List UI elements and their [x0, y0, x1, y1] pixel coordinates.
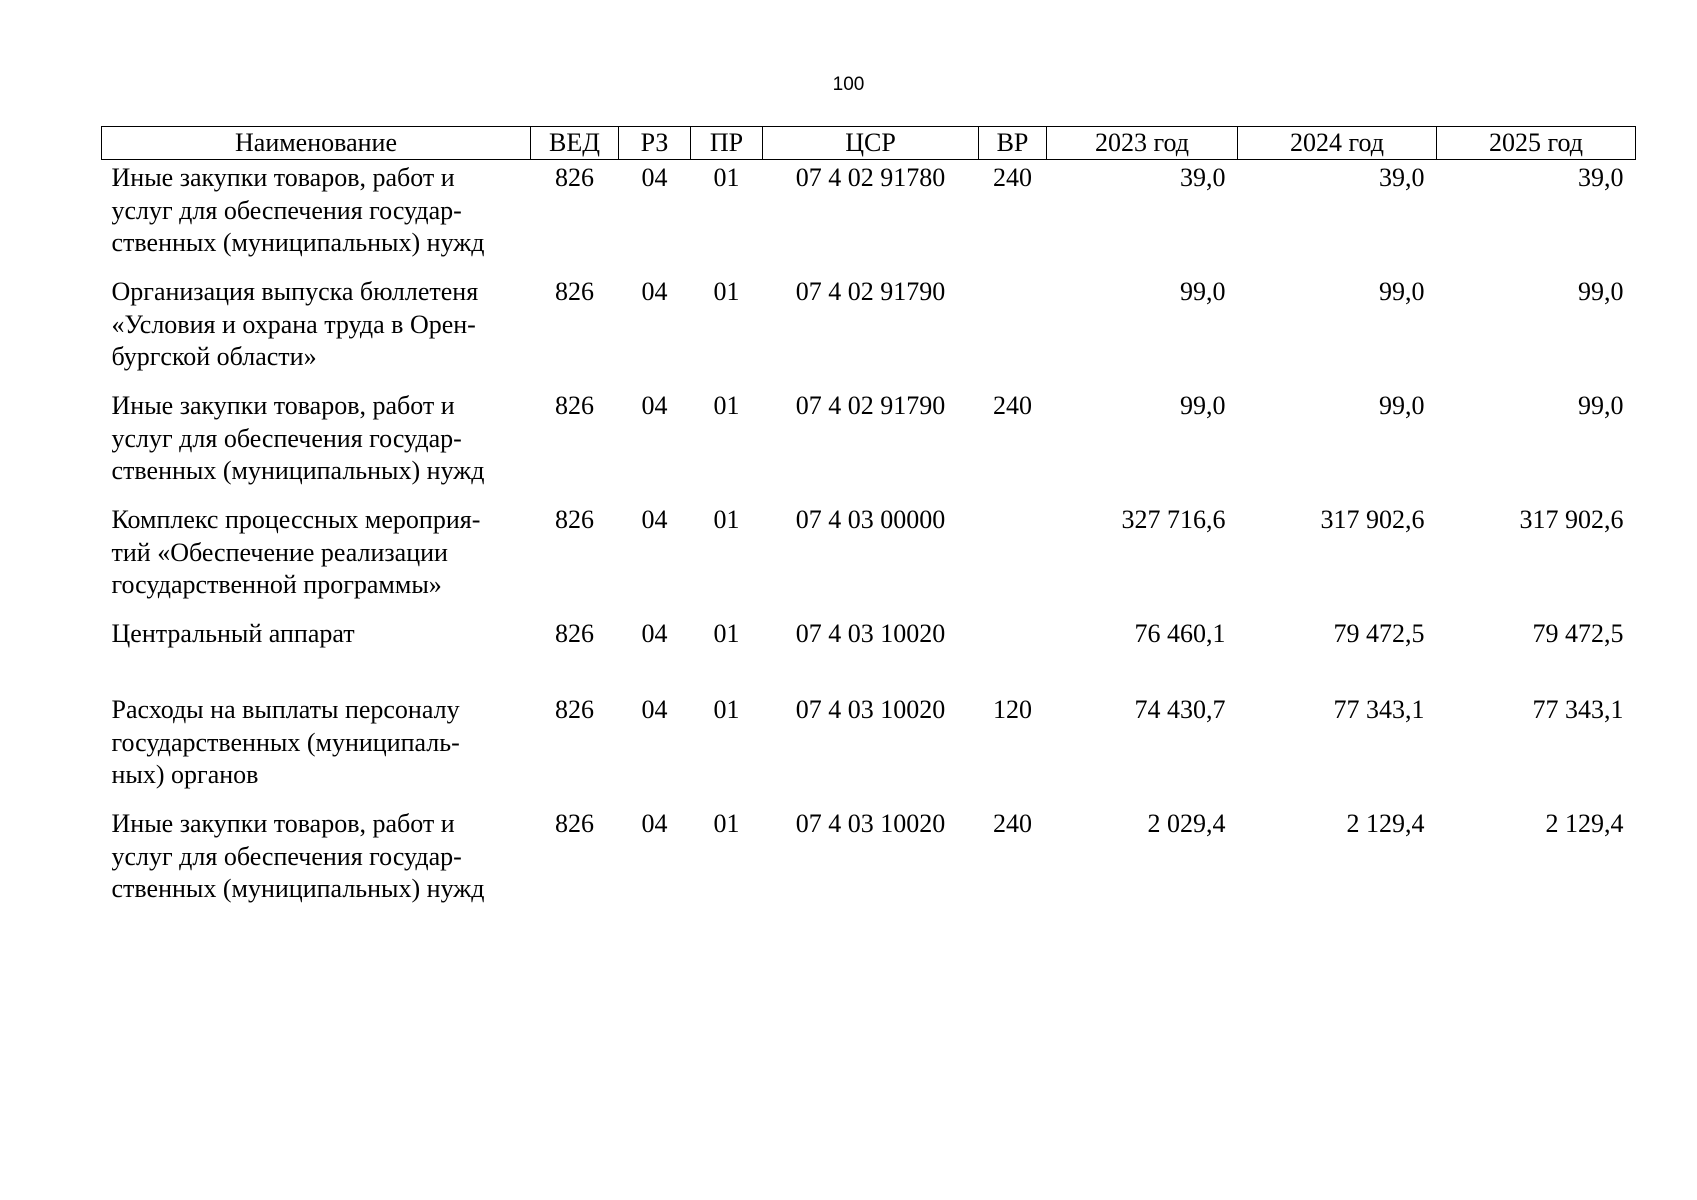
row-vr: 240	[993, 809, 1032, 838]
row-csr: 07 4 03 00000	[795, 505, 946, 534]
row-vr	[979, 276, 1047, 390]
row-2023: 99,0	[1180, 277, 1226, 306]
row-name-line: государственной программы»	[111, 570, 442, 599]
row-2024: 99,0	[1379, 277, 1425, 306]
row-name-line: бургской области»	[111, 342, 317, 371]
row-pr: 01	[713, 163, 740, 192]
row-vr: 240	[993, 163, 1032, 192]
row-name	[102, 618, 531, 694]
row-csr: 07 4 03 10020	[795, 695, 946, 724]
row-ved: 826	[555, 505, 594, 534]
row-ved: 826	[555, 809, 594, 838]
row-pr: 01	[713, 277, 740, 306]
row-2023: 99,0	[1180, 391, 1226, 420]
row-ved: 826	[555, 619, 594, 648]
row-name-line: ственных (муниципальных) нужд	[111, 456, 485, 485]
row-name	[102, 276, 531, 390]
row-2025: 39,0	[1578, 163, 1624, 192]
row-rz: 04	[641, 695, 668, 724]
row-2023: 76 460,1	[1134, 619, 1226, 648]
row-name-line: ственных (муниципальных) нужд	[111, 874, 485, 903]
table-row	[102, 160, 1636, 277]
row-pr: 01	[713, 695, 740, 724]
row-name	[102, 808, 531, 922]
table-row	[102, 618, 1636, 694]
row-csr: 07 4 02 91790	[795, 391, 946, 420]
row-2024: 99,0	[1379, 391, 1425, 420]
row-pr: 01	[713, 391, 740, 420]
row-2023: 2 029,4	[1147, 809, 1226, 838]
row-name-line: государственных (муниципаль-	[111, 727, 460, 757]
row-vr	[979, 618, 1047, 694]
row-csr: 07 4 02 91790	[795, 277, 946, 306]
row-2024: 39,0	[1379, 163, 1425, 192]
row-rz: 04	[641, 163, 668, 192]
row-name-line: Иные закупки товаров, работ и	[111, 163, 455, 192]
table-row	[102, 276, 1636, 390]
row-2023: 327 716,6	[1121, 505, 1226, 534]
header-row	[102, 127, 1636, 160]
row-rz: 04	[641, 277, 668, 306]
row-name	[102, 390, 531, 504]
row-pr: 01	[713, 619, 740, 648]
row-vr: 120	[993, 695, 1032, 724]
row-name-line: «Условия и охрана труда в Орен-	[111, 309, 476, 339]
row-name-line: ных) органов	[111, 760, 259, 789]
row-name-line: Комплекс процессных мероприя-	[111, 505, 481, 534]
row-name	[102, 504, 531, 618]
header-2025: 2025 год	[1437, 127, 1636, 160]
table-row	[102, 390, 1636, 504]
row-name-line: ственных (муниципальных) нужд	[111, 228, 485, 257]
table-header	[102, 127, 1636, 160]
row-2024: 2 129,4	[1346, 809, 1425, 838]
row-2025: 2 129,4	[1545, 809, 1624, 838]
row-name-line: Центральный аппарат	[111, 619, 355, 648]
header-vr: ВР	[979, 127, 1047, 160]
row-name	[102, 694, 531, 808]
row-name-line: услуг для обеспечения государ-	[111, 195, 462, 225]
row-name-line: тий «Обеспечение реализации	[111, 537, 448, 567]
row-name-line: Организация выпуска бюллетеня	[111, 277, 479, 306]
row-2023: 74 430,7	[1134, 695, 1226, 724]
row-2024: 77 343,1	[1333, 695, 1425, 724]
row-2025: 317 902,6	[1519, 505, 1624, 534]
row-csr: 07 4 03 10020	[795, 809, 946, 838]
row-name	[102, 160, 531, 277]
row-name-line: услуг для обеспечения государ-	[111, 841, 462, 871]
header-ved: ВЕД	[531, 127, 619, 160]
row-pr: 01	[713, 505, 740, 534]
table-body	[102, 160, 1636, 923]
table-row	[102, 808, 1636, 922]
row-csr: 07 4 03 10020	[795, 619, 946, 648]
row-name-line: Расходы на выплаты персоналу	[111, 695, 460, 724]
header-pr: ПР	[691, 127, 763, 160]
table-row	[102, 694, 1636, 808]
header-2023: 2023 год	[1047, 127, 1238, 160]
header-name: Наименование	[102, 127, 531, 160]
row-ved: 826	[555, 277, 594, 306]
row-rz: 04	[641, 505, 668, 534]
row-pr: 01	[713, 809, 740, 838]
row-name-line: Иные закупки товаров, работ и	[111, 391, 455, 420]
header-rz: РЗ	[619, 127, 691, 160]
row-2025: 77 343,1	[1532, 695, 1624, 724]
row-2024: 79 472,5	[1333, 619, 1425, 648]
page-number: 100	[832, 74, 865, 95]
budget-table	[101, 126, 1636, 922]
row-2025: 79 472,5	[1532, 619, 1624, 648]
row-name-line: Иные закупки товаров, работ и	[111, 809, 455, 838]
row-2023: 39,0	[1180, 163, 1226, 192]
row-ved: 826	[555, 163, 594, 192]
row-vr: 240	[993, 391, 1032, 420]
row-name-line: услуг для обеспечения государ-	[111, 423, 462, 453]
row-2024: 317 902,6	[1320, 505, 1425, 534]
row-rz: 04	[641, 619, 668, 648]
row-2025: 99,0	[1578, 277, 1624, 306]
row-ved: 826	[555, 695, 594, 724]
row-rz: 04	[641, 391, 668, 420]
header-csr: ЦСР	[763, 127, 979, 160]
row-vr	[979, 504, 1047, 618]
row-csr: 07 4 02 91780	[795, 163, 946, 192]
row-rz: 04	[641, 809, 668, 838]
header-2024: 2024 год	[1238, 127, 1437, 160]
row-2025: 99,0	[1578, 391, 1624, 420]
table-row	[102, 504, 1636, 618]
row-ved: 826	[555, 391, 594, 420]
